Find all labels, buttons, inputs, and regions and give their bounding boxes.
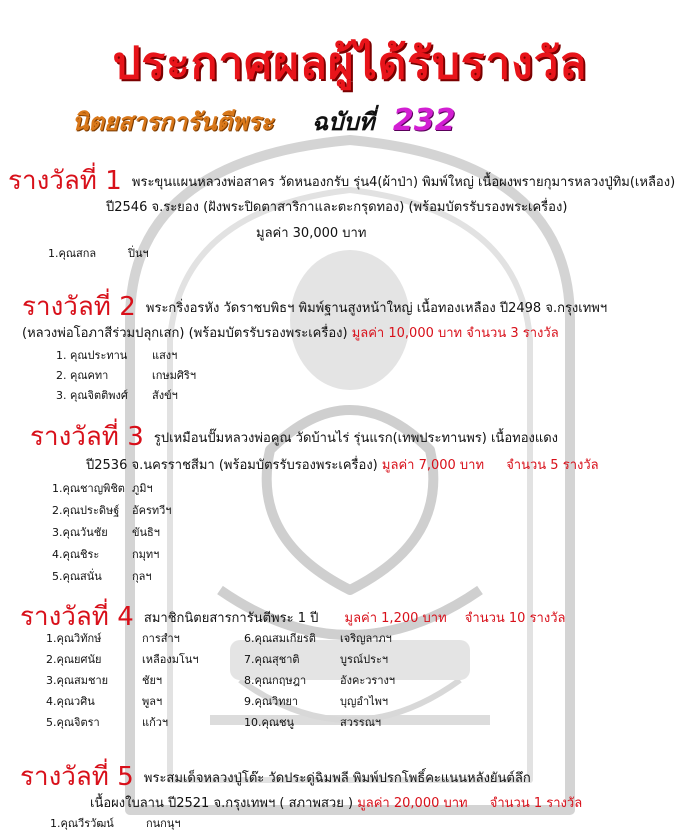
winner-surname: เจริญลาภฯ [340, 632, 392, 645]
winner-row [244, 670, 395, 691]
winner-name: 4.คุณวศิน [46, 695, 95, 708]
prize-5-winners [50, 814, 181, 834]
winner-row [244, 691, 395, 712]
winner-surname: ชัยฯ [142, 674, 163, 687]
winner-name: 6.คุณสมเกียรติ [244, 632, 316, 645]
prize-1-desc-line2: ปี2546 จ.ระยอง (ฝังพระปิดตาสาริกาและตะกรุดทอง) (พร้อมบัตรรับรองพระเครื่อง) [106, 200, 568, 215]
winner-row [52, 478, 171, 500]
prize-2-header [22, 286, 607, 327]
winner-name: 3. คุณจิตติพงศ์ [56, 389, 128, 402]
prize-5-label: รางวัลที่ 5 [20, 762, 134, 792]
winner-name: 1.คุณวิทักษ์ [46, 632, 102, 645]
winner-row [46, 712, 199, 733]
prize-2-winners [56, 346, 196, 406]
page-title: ประกาศผลผู้ได้รับรางวัล [112, 38, 588, 89]
prize-4-label: รางวัลที่ 4 [20, 602, 134, 632]
prize-5-desc-line1: พระสมเด็จหลวงปู่โต๊ะ วัดประดู่ฉิมพลี พิมพ์ปรกโพธิ์คะแนนหลังยันต์ลึก [143, 771, 531, 786]
prize-3-desc-line2-row [86, 454, 599, 475]
winner-name: 1.คุณชาญพิชิต [52, 482, 125, 495]
prize-4-desc-line1: สมาชิกนิตยสารการันตีพระ 1 ปี [143, 611, 319, 626]
winner-name: 3.คุณสมชาย [46, 674, 109, 687]
prize-3-desc-line1: รูปเหมือนปั๊มหลวงพ่อคูณ วัดบ้านไร่ รุ่นแรก(เทพประทานพร) เนื้อทองแดง [153, 431, 559, 446]
winner-name: 1.คุณวีรวัฒน์ [50, 817, 114, 830]
prize-5-desc-line2: เนื้อผงใบลาน ปี2521 จ.กรุงเทพฯ ( สภาพสวย ) [90, 796, 354, 811]
issue-number: 232 [392, 103, 456, 138]
winner-row [50, 814, 181, 834]
winner-surname: สวรรณฯ [340, 716, 382, 729]
winner-name: 8.คุณกฤษฎา [244, 674, 307, 687]
winner-surname: ภูมิฯ [132, 482, 153, 495]
prize-4-count: จำนวน 10 รางวัล [464, 611, 566, 626]
prize-3-value: มูลค่า 7,000 บาท [381, 458, 485, 473]
prize-1-value: มูลค่า 30,000 บาท [256, 226, 367, 241]
winner-name: 3.คุณวันชัย [52, 526, 108, 539]
prize-2-count: จำนวน 3 รางวัล [466, 326, 559, 341]
winner-surname: กุลฯ [132, 570, 152, 583]
winner-row [52, 522, 171, 544]
winner-surname: พูลฯ [142, 695, 163, 708]
prize-4-winners-right [244, 628, 395, 733]
winner-name: 5.คุณจิตรา [46, 716, 100, 729]
winner-row [46, 649, 199, 670]
winner-surname: แสงฯ [152, 349, 178, 362]
winner-name: 4.คุณชิระ [52, 548, 100, 561]
prize-5-header [20, 756, 531, 797]
winner-row [244, 712, 395, 733]
winner-surname: บูรณ์ประฯ [340, 653, 389, 666]
prize-2-value: มูลค่า 10,000 บาท [351, 326, 463, 341]
prize-4-winners-left [46, 628, 199, 733]
winner-name: 2. คุณคทา [56, 369, 109, 382]
prize-3-count: จำนวน 5 รางวัล [506, 458, 599, 473]
prize-3-label: รางวัลที่ 3 [30, 422, 144, 452]
winner-row [244, 649, 395, 670]
winner-surname: การสำฯ [142, 632, 180, 645]
prize-2-desc-line2: (หลวงพ่อโอภาสีร่วมปลุกเสก) (พร้อมบัตรรับรองพระเครื่อง) [22, 326, 348, 341]
winner-surname: เหลืองมโนฯ [142, 653, 199, 666]
prize-4-value: มูลค่า 1,200 บาท [344, 611, 447, 626]
prize-1-header [8, 160, 675, 201]
winner-surname: ปิ่นฯ [128, 247, 149, 260]
prize-5-desc-line2-row [90, 792, 582, 813]
prize-1-label: รางวัลที่ 1 [8, 166, 122, 196]
winner-name: 1.คุณสกล [48, 247, 97, 260]
magazine-name: นิตยสารการันตีพระ [72, 108, 274, 136]
winner-row [56, 366, 196, 386]
winner-name: 2.คุณประดิษฐ์ [52, 504, 120, 517]
prize-3-header [30, 416, 558, 457]
winner-name: 1. คุณประทาน [56, 349, 128, 362]
winner-name: 7.คุณสุชาติ [244, 653, 300, 666]
winner-surname: กมุทฯ [132, 548, 160, 561]
winner-row [52, 566, 171, 588]
winner-name: 2.คุณยศนัย [46, 653, 102, 666]
issue-subtitle [72, 102, 672, 141]
prize-5-value: มูลค่า 20,000 บาท [357, 796, 468, 811]
winner-surname: บุญอำไพฯ [340, 695, 389, 708]
issue-label: ฉบับที่ [311, 108, 375, 136]
winner-name: 10.คุณชนู [244, 716, 295, 729]
winner-row [244, 628, 395, 649]
winner-surname: เกษมศิริฯ [152, 369, 196, 382]
prize-2-desc-line2-row [22, 322, 559, 343]
prize-3-desc-line2: ปี2536 จ.นครราชสีมา (พร้อมบัตรรับรองพระเครื่อง) [86, 458, 378, 473]
winner-row [56, 346, 196, 366]
winner-surname: แก้วฯ [142, 716, 169, 729]
winner-row [52, 544, 171, 566]
winner-row [48, 244, 149, 264]
winner-row [56, 386, 196, 406]
prize-3-winners [52, 478, 171, 588]
winner-row [46, 628, 199, 649]
winner-surname: ขันธิฯ [132, 526, 160, 539]
winner-row [46, 670, 199, 691]
winner-row [52, 500, 171, 522]
winner-surname: อัครทวีฯ [132, 504, 172, 517]
winner-name: 9.คุณวิทยา [244, 695, 299, 708]
winner-name: 5.คุณสนั่น [52, 570, 102, 583]
winner-surname: อังคะวรางฯ [340, 674, 396, 687]
prize-1-desc-line1: พระขุนแผนหลวงพ่อสาคร วัดหนองกรับ รุ่น4(ผ้าป่า) พิมพ์ใหญ่ เนื้อผงพรายกุมารหลวงปู่ทิม(เหลือง) [131, 175, 676, 190]
winner-row [46, 691, 199, 712]
prize-2-desc-line1: พระกริ่งอรหัง วัดราชบพิธฯ พิมพ์ฐานสูงหน้าใหญ่ เนื้อทองเหลือง ปี2498 จ.กรุงเทพฯ [145, 301, 608, 316]
prize-1-winners [48, 244, 149, 264]
winner-surname: กนกนุฯ [146, 817, 181, 830]
prize-5-count: จำนวน 1 รางวัล [489, 796, 583, 811]
prize-2-label: รางวัลที่ 2 [22, 292, 136, 322]
winner-surname: สังข์ฯ [152, 389, 178, 402]
